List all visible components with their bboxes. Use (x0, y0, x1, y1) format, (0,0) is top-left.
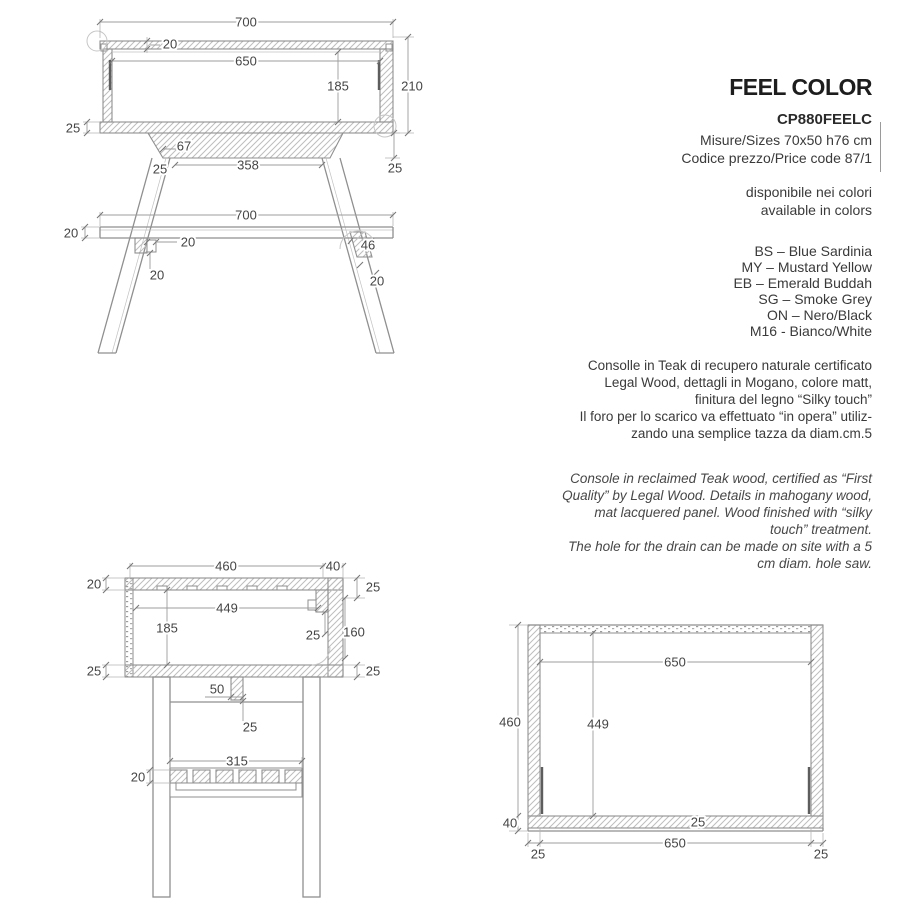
dim-support-offset: 67 (176, 138, 192, 154)
dim-support-width: 358 (237, 157, 259, 173)
dim-back-wall: 40 (502, 815, 518, 831)
color-option: SG – Smoke Grey (758, 291, 872, 307)
description-en-line: touch” treatment. (769, 522, 872, 537)
shelf-cleat (135, 238, 147, 253)
dim-wall-left: 25 (530, 846, 546, 862)
dim-inner-height: 185 (327, 78, 349, 94)
dim-inner-width: 449 (216, 600, 238, 616)
dim-inner-depth: 449 (587, 716, 609, 732)
description-it-line: Legal Wood, dettagli in Mogano, colore matt, (604, 375, 872, 390)
dim-top-width: 700 (235, 14, 257, 30)
product-price-code: Codice prezzo/Price code 87/1 (681, 150, 872, 166)
product-size: Misure/Sizes 70x50 h76 cm (700, 132, 872, 148)
dim-base-left: 25 (65, 120, 81, 136)
dim-base-right: 25 (365, 663, 381, 679)
dim-top-thickness: 20 (86, 576, 102, 592)
dim-cleat-height: 20 (149, 267, 165, 283)
dim-rim-thickness: 20 (162, 36, 178, 52)
dim-shelf-width: 700 (235, 207, 257, 223)
slatted-shelf-side (170, 768, 302, 797)
color-options-list (540, 243, 872, 339)
dim-wall-right: 25 (813, 846, 829, 862)
dim-leg-width: 46 (360, 237, 376, 253)
plan-view-drawing (495, 600, 840, 875)
dim-overall-height: 210 (401, 78, 423, 94)
color-option: EB – Emerald Buddah (733, 275, 872, 291)
dim-leg-thickness: 20 (369, 273, 385, 289)
dim-shelf-thickness: 20 (63, 225, 79, 241)
dim-base-left: 25 (86, 663, 102, 679)
description-en-line: Console in reclaimed Teak wood, certified as “First (570, 471, 872, 486)
dim-top-width: 460 (215, 558, 237, 574)
product-code: CP880FEELC (776, 111, 872, 128)
description-it-line: Il foro per lo scarico va effettuato “in opera” utiliz- (579, 409, 872, 424)
color-option: M16 - Bianco/White (749, 323, 872, 339)
dim-inner-height: 185 (156, 620, 178, 636)
vertical-rule (880, 122, 881, 172)
description-en-line: mat lacquered panel. Wood finished with “silky (594, 505, 872, 520)
availability-it: disponibile nei colori (745, 184, 872, 200)
dim-drain-offset: 25 (242, 719, 258, 735)
dim-slat-shelf-width: 315 (226, 753, 248, 769)
dim-right-height: 160 (343, 624, 365, 640)
dim-overhang: 40 (325, 558, 341, 574)
description-en-line: Quality” by Legal Wood. Details in mahogany wood, (562, 488, 872, 503)
console-box-front (87, 31, 396, 137)
description-italian (540, 357, 872, 442)
dim-overall-depth: 460 (499, 714, 521, 730)
availability-en: available in colors (760, 202, 872, 218)
color-option: MY – Mustard Yellow (741, 259, 872, 275)
color-option: BS – Blue Sardinia (754, 243, 872, 259)
description-english (540, 470, 872, 572)
dim-rim-right: 25 (365, 579, 381, 595)
dim-support-left: 25 (152, 161, 168, 177)
dim-step-depth: 25 (305, 627, 321, 643)
dim-support-right: 25 (387, 160, 403, 176)
front-view-drawing (60, 8, 430, 360)
dim-back-lip: 25 (690, 814, 706, 830)
dim-cleat-width: 20 (180, 234, 196, 250)
product-title: FEEL COLOR (729, 74, 872, 100)
description-en-line: cm diam. hole saw. (757, 556, 872, 571)
drain-block (231, 677, 243, 700)
dim-drain-width: 50 (209, 681, 225, 697)
dim-inner-width: 650 (235, 53, 257, 69)
side-view-drawing (85, 555, 405, 900)
dim-slat-thickness: 20 (130, 769, 146, 785)
description-it-line: finitura del legno “Silky touch” (694, 392, 872, 407)
dim-bottom-width: 650 (664, 835, 686, 851)
description-it-line: Consolle in Teak di recupero naturale certificato (587, 358, 872, 373)
product-info-panel (540, 76, 872, 572)
description-it-line: zando una semplice tazza da diam.cm.5 (631, 426, 872, 441)
description-en-line: The hole for the drain can be made on site with a 5 (568, 539, 872, 554)
dim-inner-width: 650 (664, 654, 686, 670)
color-option: ON – Nero/Black (766, 307, 872, 323)
